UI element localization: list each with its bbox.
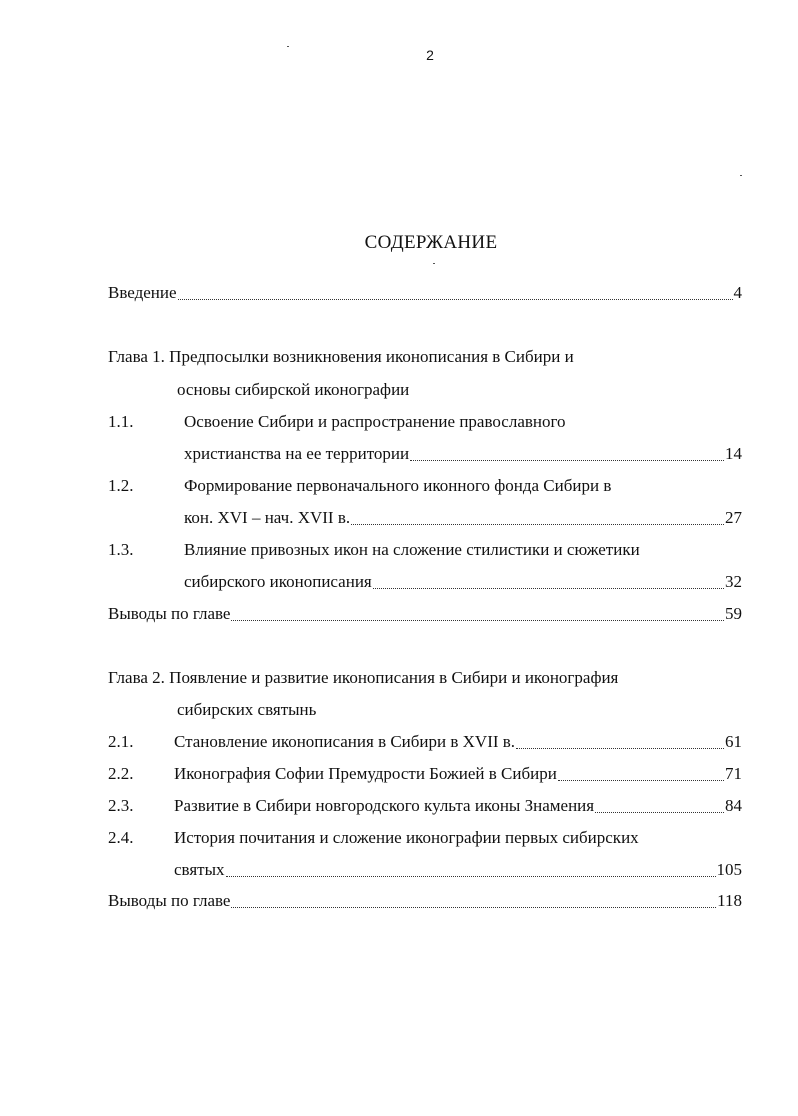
toc-entry-page: 14 [725, 444, 742, 463]
toc-entry-introduction[interactable] [108, 281, 742, 305]
dot-leader [595, 812, 724, 813]
toc-entry-page: 118 [717, 891, 742, 910]
dot-leader [351, 524, 724, 525]
chapter-2-heading-continued: сибирских святынь [177, 700, 317, 719]
dot-leader [410, 460, 724, 461]
chapter-1-heading: Глава 1. Предпосылки возникновения иконописания в Сибири и [108, 347, 574, 366]
toc-entry-label: Выводы по главе [108, 891, 231, 910]
toc-entry-chapter-2-conclusion[interactable] [108, 889, 742, 913]
section-title: Влияние привозных икон на сложение стилистики и сюжетики [184, 540, 640, 559]
section-number: 1.3. [108, 540, 134, 559]
toc-entry-page: 71 [725, 764, 742, 783]
section-number: 2.2. [108, 764, 134, 783]
section-number: 1.2. [108, 476, 134, 495]
toc-entry-label: Становление иконописания в Сибири в XVII в. [174, 732, 516, 751]
toc-entry-label: Развитие в Сибири новгородского культа иконы Знамения [174, 796, 595, 815]
section-number: 2.3. [108, 796, 134, 815]
chapter-1-heading-continued: основы сибирской иконографии [177, 380, 410, 399]
toc-entry-section-2-2[interactable] [174, 762, 742, 786]
toc-entry-label: Введение [108, 283, 177, 302]
toc-entry-page: 4 [733, 283, 742, 302]
section-number: 2.1. [108, 732, 134, 751]
section-title: История почитания и сложение иконографии первых сибирских [174, 828, 639, 847]
toc-entry-page: 27 [725, 508, 742, 527]
toc-entry-label: кон. XVI – нач. XVII в. [184, 508, 351, 527]
scan-speck [740, 175, 742, 176]
toc-entry-label: сибирского иконописания [184, 572, 372, 591]
dot-leader [373, 588, 724, 589]
dot-leader [558, 780, 724, 781]
toc-entry-label: христианства на ее территории [184, 444, 410, 463]
dot-leader [516, 748, 724, 749]
toc-entry-section-2-4[interactable] [174, 858, 742, 882]
scan-speck [287, 46, 289, 47]
chapter-2-heading: Глава 2. Появление и развитие иконописания в Сибири и иконография [108, 668, 619, 687]
dot-leader [231, 620, 724, 621]
section-title: Формирование первоначального иконного фонда Сибири в [184, 476, 612, 495]
dot-leader [178, 299, 733, 300]
toc-entry-section-1-3[interactable] [184, 570, 742, 594]
toc-entry-label: Иконография Софии Премудрости Божией в Сибири [174, 764, 557, 783]
toc-entry-page: 61 [725, 732, 742, 751]
section-number: 1.1. [108, 412, 134, 431]
section-number: 2.4. [108, 828, 134, 847]
page-title: СОДЕРЖАНИЕ [364, 232, 498, 253]
dot-leader [226, 876, 716, 877]
toc-entry-page: 59 [725, 604, 742, 623]
toc-entry-label: Выводы по главе [108, 604, 231, 623]
scan-speck [433, 263, 435, 264]
toc-entry-label: святых [174, 860, 225, 879]
toc-entry-section-1-2[interactable] [184, 506, 742, 530]
section-title: Освоение Сибири и распространение православного [184, 412, 566, 431]
toc-entry-page: 84 [725, 796, 742, 815]
toc-entry-chapter-1-conclusion[interactable] [108, 602, 742, 626]
toc-entry-page: 32 [725, 572, 742, 591]
dot-leader [231, 907, 716, 908]
page-number: 2 [426, 47, 434, 63]
toc-entry-page: 105 [716, 860, 742, 879]
toc-entry-section-2-3[interactable] [174, 794, 742, 818]
toc-entry-section-1-1[interactable] [184, 442, 742, 466]
toc-entry-section-2-1[interactable] [174, 730, 742, 754]
